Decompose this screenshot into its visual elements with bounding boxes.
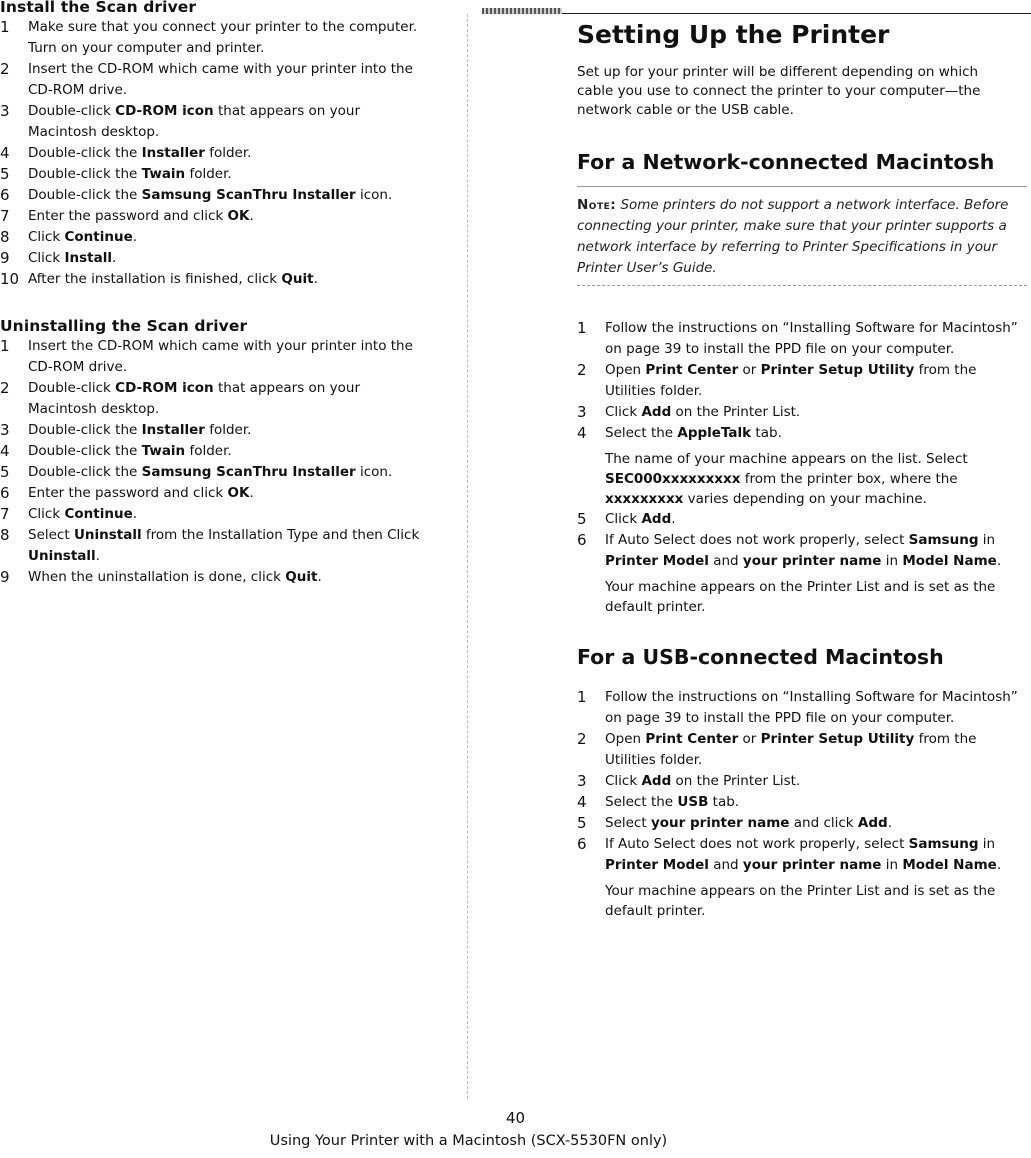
step-text: and <box>708 857 743 873</box>
step-bold: Samsung <box>908 836 979 852</box>
step-text: or <box>738 731 761 747</box>
step-bold: Printer Setup Utility <box>760 362 915 378</box>
step-item <box>0 17 452 59</box>
step-number: 2 <box>577 361 587 379</box>
step-item <box>0 227 452 248</box>
step-text: . <box>249 485 254 501</box>
step-text: . <box>132 229 138 245</box>
step-bold: Add <box>641 773 672 789</box>
step-bold: Installer <box>141 422 205 438</box>
step-item <box>0 336 452 378</box>
step-number: 5 <box>577 814 587 832</box>
step-number: 3 <box>577 772 587 790</box>
step-bold: CD-ROM icon <box>115 380 214 396</box>
step-text: Select <box>28 527 74 543</box>
usb-steps <box>577 687 1027 921</box>
step-text: and click <box>789 815 858 831</box>
step-item <box>0 206 452 227</box>
step-text: icon. <box>355 187 393 203</box>
step-bold: Printer Model <box>605 857 709 873</box>
step-text: Double-click the <box>28 464 142 480</box>
step-text: from the Utilities folder. <box>605 731 977 768</box>
step-text: in <box>978 836 996 852</box>
step-text: in <box>881 857 903 873</box>
step-number: 3 <box>0 421 10 439</box>
step-text: Open <box>605 731 646 747</box>
step-text-cont <box>28 546 452 567</box>
step-bold: AppleTalk <box>677 425 752 441</box>
step-text: . <box>313 271 318 287</box>
step-item <box>0 483 452 504</box>
step-item <box>577 792 1027 813</box>
step-bold: your printer name <box>742 857 882 873</box>
step-text: The name of your machine appears on the list. Select <box>605 451 968 467</box>
step-text-cont: CD-ROM drive. <box>28 359 128 375</box>
step-text: If Auto Select does not work properly, select <box>605 836 909 852</box>
step-text: Double-click the <box>28 187 142 203</box>
step-number: 1 <box>577 688 587 706</box>
step-number: 8 <box>0 526 10 544</box>
step-number: 9 <box>0 568 10 586</box>
step-text: Click <box>28 229 65 245</box>
step-text: Open <box>605 362 646 378</box>
step-number: 4 <box>0 442 10 460</box>
step-text: varies depending on your machine. <box>683 491 927 507</box>
page-title: Setting Up the Printer <box>577 20 890 49</box>
step-text: . <box>111 250 117 266</box>
step-text: Double-click the <box>28 443 142 459</box>
step-item <box>0 269 452 290</box>
step-bold: Samsung ScanThru Installer <box>141 464 356 480</box>
step-text: Follow the instructions on “Installing Software for Macintosh” on page 39 to install the PPD file on your computer. <box>605 689 1018 726</box>
step-text: . <box>317 569 322 585</box>
step-text: Follow the instructions on “Installing Software for Macintosh” on page 39 to install the PPD file on your computer. <box>605 320 1018 357</box>
step-item <box>0 504 452 525</box>
step-number: 4 <box>577 424 587 442</box>
step-number: 7 <box>0 207 10 225</box>
section-title-install-scan-driver: Install the Scan driver <box>0 0 197 16</box>
step-text-cont: CD-ROM drive. <box>28 82 128 98</box>
footer-chapter-title: Using Your Printer with a Macintosh (SCX-5530FN only) <box>269 1133 668 1149</box>
step-text: . <box>671 511 676 527</box>
step-bold: OK <box>227 485 250 501</box>
step-bold: Add <box>857 815 888 831</box>
step-text: tab. <box>708 794 740 810</box>
step-text-cont: Macintosh desktop. <box>28 401 160 417</box>
step-number: 9 <box>0 249 10 267</box>
step-item <box>0 164 452 185</box>
step-text: Double-click the <box>28 145 142 161</box>
step-bold: Quit <box>285 569 318 585</box>
section-title-uninstall-scan-driver: Uninstalling the Scan driver <box>0 317 248 335</box>
step-text: Insert the CD-ROM which came with your printer into the <box>28 338 413 354</box>
step-text-cont: Turn on your computer and printer. <box>28 40 265 56</box>
step-number: 6 <box>577 835 587 853</box>
step-text: from the Utilities folder. <box>605 362 977 399</box>
step-item <box>0 525 452 567</box>
step-bold: Add <box>641 511 672 527</box>
step-bold: Installer <box>141 145 205 161</box>
step-text: . <box>132 506 138 522</box>
step-text: on the Printer List. <box>671 773 801 789</box>
step-item <box>577 402 1027 423</box>
step-number: 1 <box>0 18 10 36</box>
step-bold: Add <box>641 404 672 420</box>
step-bold: OK <box>227 208 250 224</box>
step-bold: Model Name <box>902 553 997 569</box>
step-item <box>577 360 1027 402</box>
step-number: 2 <box>0 379 10 397</box>
step-text: Double-click <box>28 380 116 396</box>
header-pattern <box>482 8 562 14</box>
step-text: . <box>887 815 892 831</box>
step-item <box>0 185 452 206</box>
step-text: Select <box>605 815 651 831</box>
step-text: folder. <box>185 166 232 182</box>
step-paragraph: Your machine appears on the Printer List and is set as the default printer. <box>605 579 996 615</box>
step-text: When the uninstallation is done, click <box>28 569 286 585</box>
step-text: Make sure that you connect your printer to the computer. <box>28 19 418 35</box>
step-item <box>0 101 452 143</box>
step-bold: USB <box>677 794 709 810</box>
step-text: Click <box>605 404 642 420</box>
step-text: Click <box>605 773 642 789</box>
note-text: Some printers do not support a network interface. Before connecting your printer, make sure that your printer supports a network interface by referring to Printer Specifications in your Printer User’s Guide. <box>577 197 1009 276</box>
step-number: 6 <box>577 531 587 549</box>
note-box <box>577 186 1027 286</box>
step-text: icon. <box>355 464 393 480</box>
step-bold: xxxxxxxxx <box>605 491 684 507</box>
step-text: Double-click the <box>28 166 142 182</box>
step-text: from the printer box, where the <box>740 471 958 487</box>
uninstall-steps <box>0 336 452 588</box>
step-number: 2 <box>577 730 587 748</box>
step-bold: Quit <box>281 271 314 287</box>
step-item <box>577 318 1027 360</box>
step-number: 8 <box>0 228 10 246</box>
step-text: tab. <box>751 425 782 441</box>
step-bold: Twain <box>141 443 186 459</box>
step-text: . <box>996 857 1002 873</box>
step-text: Double-click <box>28 103 116 119</box>
step-item <box>577 813 1027 834</box>
step-text: folder. <box>185 443 232 459</box>
step-item <box>0 143 452 164</box>
step-number: 2 <box>0 60 10 78</box>
step-text: and <box>708 553 743 569</box>
step-number: 6 <box>0 484 10 502</box>
step-item <box>577 509 1027 530</box>
step-item <box>577 423 1027 509</box>
step-bold: Model Name <box>902 857 997 873</box>
step-text: Click <box>28 250 65 266</box>
step-number: 4 <box>577 793 587 811</box>
step-text-cont: Macintosh desktop. <box>28 124 160 140</box>
left-column <box>0 0 452 588</box>
step-text: Select the <box>605 425 678 441</box>
note-label: Note <box>577 197 611 213</box>
step-bold: Uninstall <box>28 548 96 564</box>
step-bold: Print Center <box>645 731 739 747</box>
step-item <box>577 530 1027 617</box>
step-item <box>0 441 452 462</box>
section-title-network: For a Network-connected Macintosh <box>577 150 995 174</box>
step-number: 7 <box>0 505 10 523</box>
step-number: 1 <box>0 337 10 355</box>
step-bold: Install <box>64 250 112 266</box>
step-text: Click <box>28 506 65 522</box>
step-item <box>577 687 1027 729</box>
step-text: folder. <box>204 422 252 438</box>
right-column <box>577 0 1027 921</box>
step-text: or <box>738 362 761 378</box>
install-steps <box>0 17 452 290</box>
step-text: . <box>249 208 254 224</box>
step-number: 5 <box>577 510 587 528</box>
step-text: in <box>978 532 996 548</box>
step-number: 1 <box>577 319 587 337</box>
step-item <box>0 248 452 269</box>
step-item <box>577 834 1027 921</box>
step-text: that appears on your <box>213 103 360 119</box>
step-item <box>0 378 452 420</box>
step-text: . <box>95 548 100 564</box>
step-text: Enter the password and click <box>28 485 228 501</box>
step-bold: Continue <box>64 229 133 245</box>
step-text: Click <box>605 511 642 527</box>
step-text: If Auto Select does not work properly, select <box>605 532 909 548</box>
page-number: 40 <box>505 1109 526 1127</box>
network-steps <box>577 318 1027 617</box>
step-text: on the Printer List. <box>671 404 801 420</box>
step-item <box>577 771 1027 792</box>
step-number: 6 <box>0 186 10 204</box>
step-text: from the Installation Type and then Click <box>141 527 420 543</box>
step-bold: SEC000xxxxxxxxx <box>605 471 741 487</box>
step-bold: Twain <box>141 166 186 182</box>
step-text: in <box>881 553 903 569</box>
step-text: Select the <box>605 794 678 810</box>
step-bold: Printer Model <box>605 553 709 569</box>
step-bold: Uninstall <box>73 527 142 543</box>
step-number: 3 <box>577 403 587 421</box>
step-bold: Print Center <box>645 362 739 378</box>
step-text: folder. <box>204 145 252 161</box>
step-text: Enter the password and click <box>28 208 228 224</box>
step-item <box>0 462 452 483</box>
step-item <box>0 59 452 101</box>
step-bold: your printer name <box>742 553 882 569</box>
step-bold: Printer Setup Utility <box>760 731 915 747</box>
step-paragraph: Your machine appears on the Printer List and is set as the default printer. <box>605 883 996 919</box>
step-number: 5 <box>0 463 10 481</box>
column-divider <box>467 14 468 1099</box>
step-item <box>577 729 1027 771</box>
step-bold: CD-ROM icon <box>115 103 214 119</box>
step-number: 5 <box>0 165 10 183</box>
step-paragraph <box>605 449 1027 509</box>
step-text: Insert the CD-ROM which came with your printer into the <box>28 61 413 77</box>
step-bold: your printer name <box>650 815 790 831</box>
step-item <box>0 420 452 441</box>
step-text: After the installation is finished, click <box>28 271 282 287</box>
section-title-usb: For a USB-connected Macintosh <box>577 645 944 669</box>
step-number: 10 <box>0 270 20 288</box>
step-number: 3 <box>0 102 10 120</box>
intro-paragraph: Set up for your printer will be different depending on which cable you use to connect the printer to your computer—the network cable or the USB cable. <box>577 64 981 118</box>
step-text: that appears on your <box>213 380 360 396</box>
step-bold: Samsung ScanThru Installer <box>141 187 356 203</box>
step-bold: Samsung <box>908 532 979 548</box>
step-bold: Continue <box>64 506 133 522</box>
step-text: . <box>996 553 1002 569</box>
step-text: Double-click the <box>28 422 142 438</box>
note-colon: : <box>610 197 617 213</box>
step-item <box>0 567 452 588</box>
step-number: 4 <box>0 144 10 162</box>
